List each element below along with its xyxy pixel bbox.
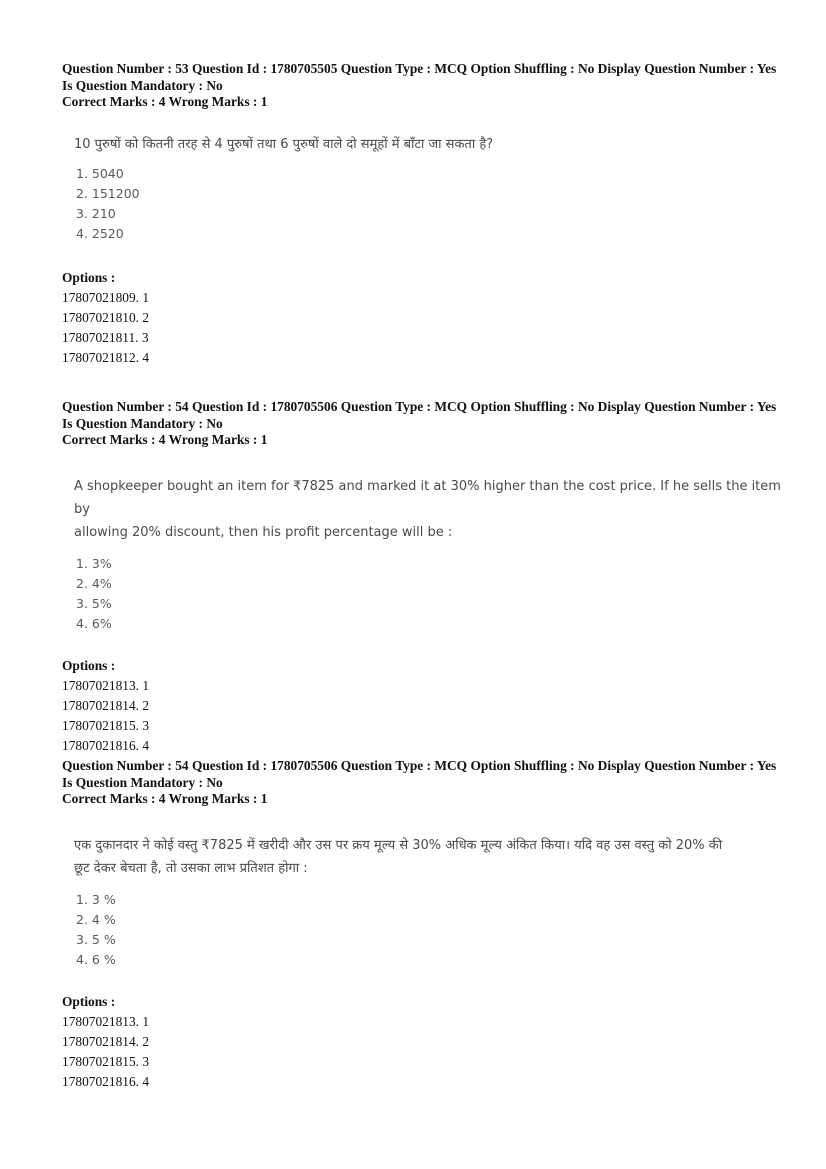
question-text: एक दुकानदार ने कोई वस्तु ₹7825 में खरीदी और उस पर क्रय मूल्य से 30% अधिक मूल्य अंकित किया। यदि वह उस वस्तु को 20% की: [74, 837, 723, 853]
question-text: allowing 20% discount, then his profit percentage will be :: [74, 524, 453, 540]
question-block-53: [62, 61, 782, 368]
answer-choice: 2. 151200: [76, 185, 140, 201]
answer-choice: 3. 5%: [76, 595, 112, 611]
question-marks: Correct Marks : 4 Wrong Marks : 1: [62, 432, 268, 447]
question-meta: Question Number : 53 Question Id : 1780705505 Question Type : MCQ Option Shuffling : No Display Question Number : Yes: [62, 61, 777, 76]
option-id: 17807021810. 2: [62, 309, 150, 325]
answer-choice: 2. 4 %: [76, 911, 116, 927]
question-content: [74, 133, 782, 244]
answer-choice: 3. 210: [76, 205, 116, 221]
options-section: [62, 992, 782, 1092]
option-id: 17807021811. 3: [62, 329, 149, 345]
option-id: 17807021814. 2: [62, 1033, 150, 1049]
option-id: 17807021813. 1: [62, 677, 150, 693]
question-mandatory: Is Question Mandatory : No: [62, 77, 223, 93]
question-content: [74, 475, 782, 634]
option-id: 17807021812. 4: [62, 349, 150, 365]
answer-choice: 4. 2520: [76, 225, 124, 241]
answer-choice: 1. 3 %: [76, 891, 116, 907]
option-id: 17807021816. 4: [62, 1073, 150, 1089]
options-label: Options :: [62, 993, 116, 1009]
options-label: Options :: [62, 657, 116, 673]
question-meta: Question Number : 54 Question Id : 1780705506 Question Type : MCQ Option Shuffling : No Display Question Number : Yes: [62, 758, 777, 773]
option-id: 17807021813. 1: [62, 1013, 150, 1029]
option-id: 17807021816. 4: [62, 737, 150, 753]
option-id: 17807021815. 3: [62, 1053, 150, 1069]
question-marks: Correct Marks : 4 Wrong Marks : 1: [62, 94, 268, 109]
question-block-54: [62, 399, 782, 756]
options-label: Options :: [62, 269, 116, 285]
options-list: [62, 288, 782, 368]
answer-choice: 4. 6%: [76, 615, 112, 631]
question-content: [74, 834, 782, 970]
options-section: [62, 656, 782, 756]
options-list: [62, 676, 782, 756]
question-marks: Correct Marks : 4 Wrong Marks : 1: [62, 791, 268, 806]
answer-choice: 2. 4%: [76, 575, 112, 591]
option-id: 17807021815. 3: [62, 717, 150, 733]
option-id: 17807021809. 1: [62, 289, 150, 305]
answer-choices: [76, 554, 782, 634]
answer-choices: [76, 164, 782, 244]
option-id: 17807021814. 2: [62, 697, 150, 713]
answer-choices: [76, 890, 782, 970]
answer-choice: 1. 3%: [76, 555, 112, 571]
question-mandatory: Is Question Mandatory : No: [62, 415, 223, 431]
options-list: [62, 1012, 782, 1092]
answer-choice: 1. 5040: [76, 165, 124, 181]
question-text: छूट देकर बेचता है, तो उसका लाभ प्रतिशत होगा :: [74, 860, 308, 876]
question-meta: Question Number : 54 Question Id : 1780705506 Question Type : MCQ Option Shuffling : No Display Question Number : Yes: [62, 399, 777, 414]
question-block-54-hindi: [62, 758, 782, 1092]
answer-choice: 3. 5 %: [76, 931, 116, 947]
question-mandatory: Is Question Mandatory : No: [62, 774, 223, 790]
options-section: [62, 268, 782, 368]
answer-choice: 4. 6 %: [76, 951, 116, 967]
question-text: A shopkeeper bought an item for ₹7825 and marked it at 30% higher than the cost price. If he sells the item by: [74, 478, 781, 517]
question-text: 10 पुरुषों को कितनी तरह से 4 पुरुषों तथा 6 पुरुषों वाले दो समूहों में बाँटा जा सकता है?: [74, 136, 494, 152]
